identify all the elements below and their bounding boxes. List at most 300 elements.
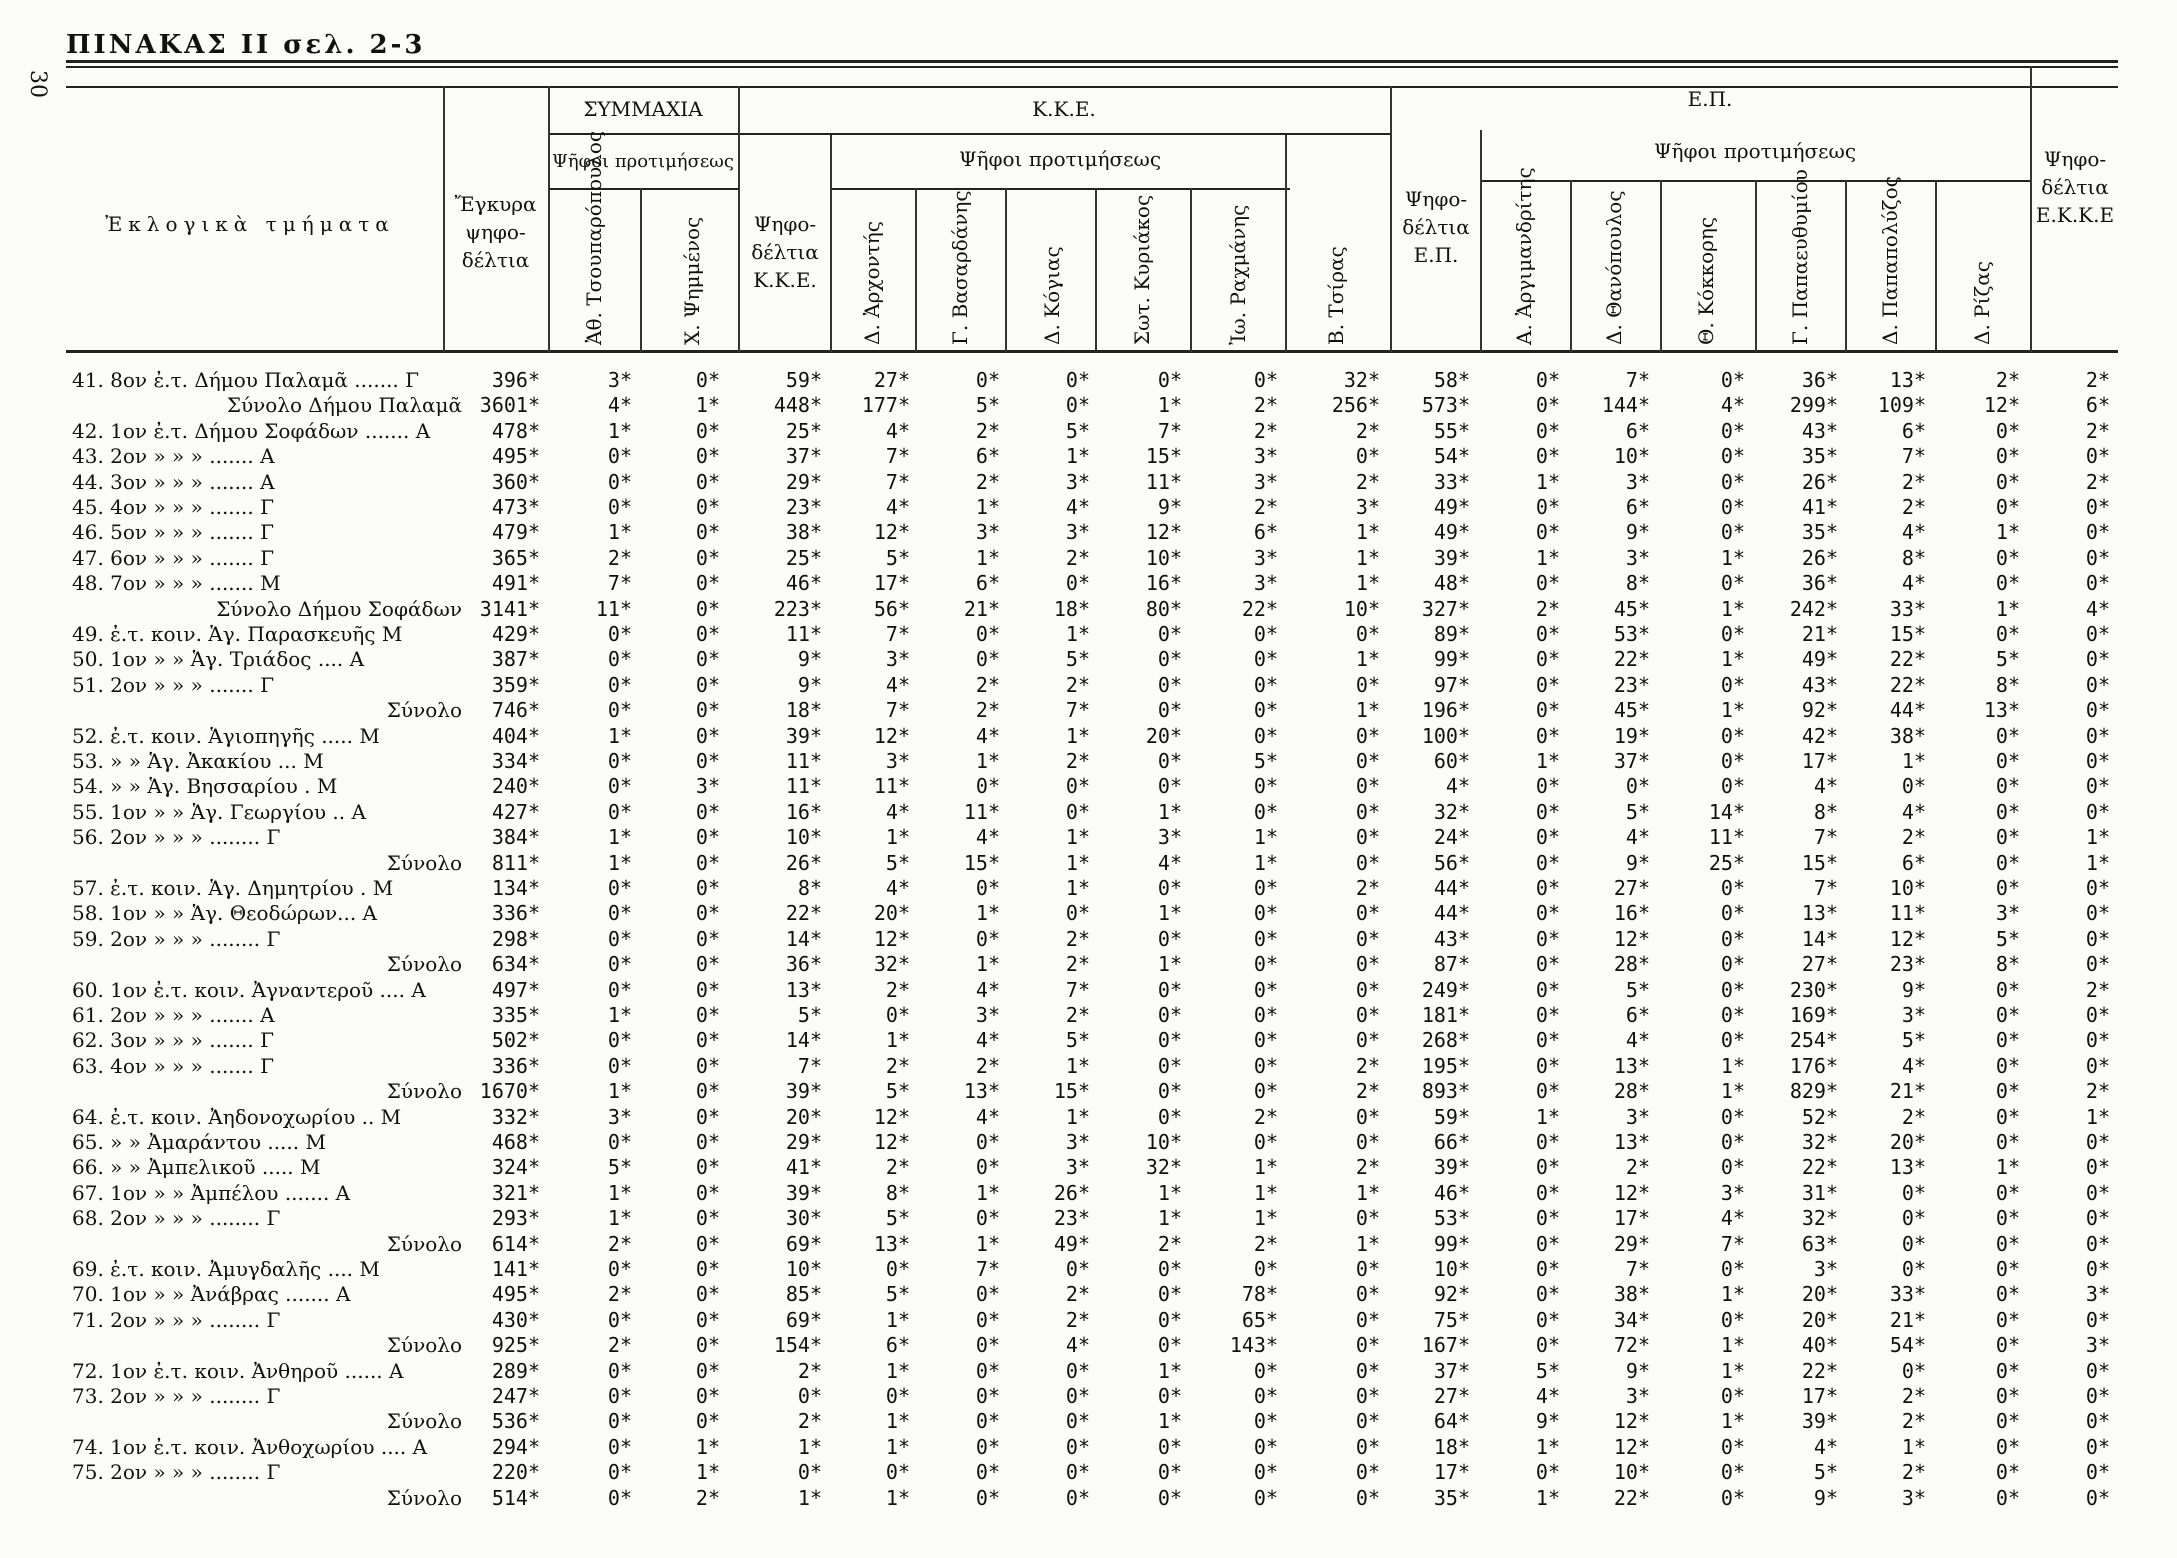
section-label: 75. 2ον » » » ........ Γ (72, 1460, 281, 1485)
table-cell: 2* (885, 1053, 910, 1078)
subtotal-label: Σύνολο Δήμου Παλαμᾶ (226, 393, 462, 418)
table-cell: 0* (695, 1003, 720, 1027)
table-cell: 0* (1535, 1053, 1560, 1078)
table-cell: 55* (1433, 418, 1470, 443)
table-cell: 1* (695, 1434, 720, 1459)
table-cell: 0* (975, 1434, 1000, 1459)
table-cell: 502* (491, 1028, 540, 1053)
table-cell: 0* (975, 1460, 1000, 1485)
table-cell: 12* (1145, 520, 1182, 545)
table-cell: 39* (785, 723, 822, 748)
table-cell: 6* (1625, 495, 1650, 519)
table-cell: 0* (607, 647, 632, 672)
table-cell: 4* (1813, 774, 1838, 799)
table-cell: 429* (491, 622, 540, 646)
table-cell: 0* (1355, 622, 1380, 646)
table-cell: 1* (1995, 596, 2020, 621)
table-cell: 35* (1433, 1485, 1470, 1510)
table-cell: 2* (1901, 469, 1926, 494)
table-cell: 32* (1433, 799, 1470, 824)
table-cell: 0* (1901, 1180, 1926, 1205)
table-cell: 28* (1613, 1079, 1650, 1104)
table-cell: 0* (1355, 672, 1380, 697)
table-cell: 2* (797, 1409, 822, 1434)
table-cell: 0* (695, 723, 720, 748)
col-divider (1660, 180, 1662, 352)
table-cell: 181* (1421, 1003, 1470, 1027)
table-cell: 38* (785, 520, 822, 545)
col-divider (443, 86, 445, 352)
candidate-header: Δ. Ἀρχοντής (860, 221, 884, 345)
section-label: 68. 2ον » » » ........ Γ (72, 1206, 281, 1231)
table-cell: 1* (1065, 876, 1090, 900)
table-cell: 384* (491, 825, 540, 850)
symmaxia-header: ΣΥΜΜΑΧΙΑ (583, 97, 703, 121)
table-cell: 17* (1801, 1384, 1838, 1408)
table-cell: 27* (1801, 952, 1838, 977)
table-cell: 0* (1535, 825, 1560, 850)
table-cell: 0* (1065, 1485, 1090, 1510)
table-cell: 1* (1720, 1282, 1745, 1307)
table-cell: 0* (1535, 977, 1560, 1002)
table-cell: 0* (1995, 1384, 2020, 1408)
table-cell: 2* (607, 1231, 632, 1256)
table-cell: 7* (1065, 977, 1090, 1002)
table-cell: 2* (975, 672, 1000, 697)
table-cell: 2* (2085, 469, 2110, 494)
table-cell: 396* (491, 368, 540, 392)
table-cell: 143* (1229, 1333, 1278, 1358)
table-cell: 7* (797, 1053, 822, 1078)
table-cell: 0* (1901, 1231, 1926, 1256)
table-cell: 0* (2085, 749, 2110, 773)
table-cell: 0* (1065, 571, 1090, 596)
table-cell: 6* (885, 1333, 910, 1358)
table-cell: 2* (885, 977, 910, 1002)
table-cell: 19* (1613, 723, 1650, 748)
section-label: 56. 2ον » » » ........ Γ (72, 825, 281, 850)
table-cell: 0* (1995, 723, 2020, 748)
table-cell: 0* (1355, 799, 1380, 824)
table-cell: 3* (607, 368, 632, 392)
table-cell: 3* (1625, 1384, 1650, 1408)
table-cell: 2* (1065, 1307, 1090, 1332)
table-cell: 1* (975, 495, 1000, 519)
table-cell: 0* (1065, 1460, 1090, 1485)
table-cell: 0* (607, 1130, 632, 1154)
table-cell: 16* (1613, 901, 1650, 926)
table-cell: 0* (2085, 1358, 2110, 1383)
table-cell: 0* (1625, 774, 1650, 799)
symmaxia-underline (548, 133, 738, 135)
table-cell: 22* (1889, 672, 1926, 697)
table-cell: 0* (1995, 1485, 2020, 1510)
table-cell: 11* (963, 799, 1000, 824)
table-cell: 49* (1801, 647, 1838, 672)
table-cell: 0* (695, 571, 720, 596)
table-cell: 3* (2085, 1333, 2110, 1358)
ekke-ballots-header: Ψηφο- δέλτια Ε.Κ.Κ.Ε (2035, 147, 2115, 227)
table-cell: 0* (695, 1028, 720, 1053)
table-cell: 29* (785, 469, 822, 494)
table-cell: 497* (491, 977, 540, 1002)
table-cell: 0* (1253, 977, 1278, 1002)
table-cell: 78* (1241, 1282, 1278, 1307)
table-cell: 1* (1157, 1180, 1182, 1205)
table-cell: 10* (1433, 1257, 1470, 1281)
table-cell: 1* (607, 850, 632, 875)
table-cell: 34* (1613, 1307, 1650, 1332)
table-cell: 0* (695, 698, 720, 723)
table-cell: 3* (1253, 571, 1278, 596)
col-divider (1005, 188, 1007, 352)
table-cell: 2* (975, 698, 1000, 723)
table-cell: 2* (1065, 952, 1090, 977)
table-cell: 7* (607, 571, 632, 596)
table-cell: 4* (1901, 571, 1926, 596)
table-cell: 0* (1253, 1028, 1278, 1053)
table-cell: 9* (1625, 850, 1650, 875)
ep-pref-header: Ψῆφοι προτιμήσεως (1653, 139, 1857, 163)
table-cell: 0* (1535, 444, 1560, 469)
table-cell: 22* (1801, 1155, 1838, 1180)
table-cell: 69* (785, 1231, 822, 1256)
table-cell: 0* (1355, 1282, 1380, 1307)
table-cell: 289* (491, 1358, 540, 1383)
table-cell: 0* (1995, 444, 2020, 469)
table-cell: 12* (1613, 1434, 1650, 1459)
table-cell: 1* (1720, 647, 1745, 672)
table-cell: 0* (607, 1384, 632, 1408)
table-cell: 1* (607, 1180, 632, 1205)
table-cell: 11* (1889, 901, 1926, 926)
table-cell: 2* (2085, 368, 2110, 392)
table-cell: 0* (1535, 672, 1560, 697)
table-cell: 1* (1355, 520, 1380, 545)
table-cell: 1* (797, 1485, 822, 1510)
table-cell: 0* (1720, 1130, 1745, 1154)
table-cell: 39* (785, 1079, 822, 1104)
table-cell: 0* (695, 850, 720, 875)
table-cell: 13* (1613, 1053, 1650, 1078)
table-cell: 1670* (479, 1079, 540, 1104)
table-cell: 2* (1355, 469, 1380, 494)
table-cell: 56* (1433, 850, 1470, 875)
table-cell: 5* (1253, 749, 1278, 773)
table-cell: 0* (2085, 698, 2110, 723)
table-cell: 1* (607, 723, 632, 748)
subtotal-label: Σύνολο (386, 698, 462, 723)
table-cell: 4* (1720, 1206, 1745, 1231)
table-cell: 18* (1433, 1434, 1470, 1459)
table-cell: 1* (975, 901, 1000, 926)
table-cell: 0* (1995, 749, 2020, 773)
table-cell: 11* (1145, 469, 1182, 494)
table-cell: 4* (885, 495, 910, 519)
table-cell: 10* (1889, 876, 1926, 900)
table-cell: 0* (1355, 774, 1380, 799)
table-cell: 13* (873, 1231, 910, 1256)
table-cell: 0* (695, 1130, 720, 1154)
candidate-header: Δ. Ρίζας (1970, 260, 1994, 345)
table-cell: 1* (1720, 596, 1745, 621)
table-cell: 249* (1421, 977, 1470, 1002)
table-cell: 4* (1625, 825, 1650, 850)
table-cell: 1* (1995, 520, 2020, 545)
kke-header: Κ.Κ.Ε. (1032, 97, 1096, 121)
table-cell: 14* (1801, 926, 1838, 951)
table-cell: 3* (975, 520, 1000, 545)
table-cell: 0* (1720, 520, 1745, 545)
table-cell: 13* (963, 1079, 1000, 1104)
table-cell: 0* (695, 977, 720, 1002)
table-cell: 0* (607, 469, 632, 494)
table-cell: 10* (785, 825, 822, 850)
table-cell: 298* (491, 926, 540, 951)
table-cell: 468* (491, 1130, 540, 1154)
table-cell: 92* (1433, 1282, 1470, 1307)
table-cell: 0* (1253, 1409, 1278, 1434)
table-cell: 3* (1065, 1130, 1090, 1154)
table-cell: 17* (1433, 1460, 1470, 1485)
table-cell: 7* (885, 469, 910, 494)
table-cell: 2* (975, 1053, 1000, 1078)
table-cell: 2* (1065, 1282, 1090, 1307)
table-cell: 43* (1801, 418, 1838, 443)
table-cell: 0* (1535, 926, 1560, 951)
table-cell: 0* (797, 1384, 822, 1408)
table-cell: 0* (1355, 1358, 1380, 1383)
table-cell: 1* (1535, 469, 1560, 494)
table-cell: 15* (963, 850, 1000, 875)
table-cell: 0* (695, 647, 720, 672)
table-cell: 634* (491, 952, 540, 977)
table-cell: 4* (1901, 520, 1926, 545)
table-cell: 5* (885, 1282, 910, 1307)
table-cell: 65* (1241, 1307, 1278, 1332)
table-cell: 359* (491, 672, 540, 697)
table-cell: 12* (873, 1130, 910, 1154)
table-cell: 0* (1720, 571, 1745, 596)
table-cell: 0* (1720, 876, 1745, 900)
table-cell: 0* (1535, 901, 1560, 926)
table-cell: 495* (491, 444, 540, 469)
table-cell: 1* (1355, 571, 1380, 596)
table-cell: 327* (1421, 596, 1470, 621)
table-cell: 100* (1421, 723, 1470, 748)
table-cell: 9* (1535, 1409, 1560, 1434)
table-cell: 0* (1720, 1485, 1745, 1510)
table-cell: 0* (1995, 545, 2020, 570)
table-cell: 7* (1157, 418, 1182, 443)
table-cell: 31* (1801, 1180, 1838, 1205)
table-cell: 2* (1065, 926, 1090, 951)
table-cell: 0* (607, 1460, 632, 1485)
table-cell: 0* (1995, 1358, 2020, 1383)
table-cell: 0* (1720, 495, 1745, 519)
table-cell: 242* (1789, 596, 1838, 621)
table-cell: 9* (797, 672, 822, 697)
table-cell: 0* (1995, 495, 2020, 519)
table-cell: 1* (1720, 698, 1745, 723)
table-cell: 5* (885, 1206, 910, 1231)
section-label: 61. 2ον » » » ....... Α (72, 1003, 275, 1027)
table-cell: 109* (1877, 393, 1926, 418)
table-cell: 4* (885, 672, 910, 697)
table-cell: 0* (1253, 723, 1278, 748)
table-cell: 0* (1535, 368, 1560, 392)
table-cell: 21* (1801, 622, 1838, 646)
table-cell: 2* (1253, 1231, 1278, 1256)
table-cell: 0* (1535, 571, 1560, 596)
table-cell: 0* (1535, 1180, 1560, 1205)
table-cell: 0* (1720, 749, 1745, 773)
table-cell: 8* (1901, 545, 1926, 570)
table-cell: 30* (785, 1206, 822, 1231)
table-cell: 2* (1065, 545, 1090, 570)
section-label: 51. 2ον » » » ....... Γ (72, 672, 274, 697)
table-cell: 16* (785, 799, 822, 824)
table-cell: 0* (975, 1307, 1000, 1332)
table-cell: 1* (975, 1231, 1000, 1256)
table-cell: 0* (2085, 1384, 2110, 1408)
table-cell: 3* (607, 1104, 632, 1129)
table-cell: 0* (1720, 1104, 1745, 1129)
table-cell: 324* (491, 1155, 540, 1180)
table-cell: 25* (785, 545, 822, 570)
table-cell: 0* (1157, 622, 1182, 646)
table-cell: 21* (1889, 1307, 1926, 1332)
ep-ballots-header: Ψηφο- δέλτια Ε.Π. (1402, 187, 1470, 267)
table-cell: 1* (1535, 1434, 1560, 1459)
table-cell: 1* (1065, 1104, 1090, 1129)
table-cell: 0* (1355, 901, 1380, 926)
table-cell: 48* (1433, 571, 1470, 596)
table-cell: 40* (1801, 1333, 1838, 1358)
table-cell: 22* (1613, 1485, 1650, 1510)
col-divider (1570, 180, 1572, 352)
table-cell: 1* (1157, 952, 1182, 977)
table-cell: 8* (1995, 952, 2020, 977)
table-cell: 0* (2085, 723, 2110, 748)
table-cell: 5* (1995, 647, 2020, 672)
table-cell: 37* (1613, 749, 1650, 773)
table-cell: 0* (975, 368, 1000, 392)
table-cell: 0* (1253, 901, 1278, 926)
table-cell: 4* (1901, 799, 1926, 824)
table-cell: 2* (1625, 1155, 1650, 1180)
table-cell: 0* (2085, 1485, 2110, 1510)
table-cell: 27* (1613, 876, 1650, 900)
table-cell: 0* (1720, 469, 1745, 494)
table-cell: 811* (491, 850, 540, 875)
table-cell: 1* (1253, 1206, 1278, 1231)
table-cell: 4* (885, 876, 910, 900)
kke-pref-header: Ψῆφοι προτιμήσεως (958, 147, 1162, 171)
table-cell: 0* (1720, 1307, 1745, 1332)
table-cell: 0* (695, 672, 720, 697)
table-cell: 0* (2085, 1257, 2110, 1281)
table-cell: 0* (1995, 418, 2020, 443)
table-cell: 0* (1720, 901, 1745, 926)
table-cell: 33* (1889, 596, 1926, 621)
table-cell: 5* (797, 1003, 822, 1027)
table-cell: 0* (695, 444, 720, 469)
table-cell: 4* (975, 1028, 1000, 1053)
table-cell: 0* (1995, 1333, 2020, 1358)
table-cell: 573* (1421, 393, 1470, 418)
section-label: 47. 6ον » » » ....... Γ (72, 545, 274, 570)
table-cell: 0* (607, 1028, 632, 1053)
table-cell: 2* (1253, 1104, 1278, 1129)
table-cell: 0* (607, 876, 632, 900)
table-cell: 2* (1901, 1104, 1926, 1129)
table-cell: 0* (1355, 926, 1380, 951)
table-cell: 0* (1065, 799, 1090, 824)
section-label: 41. 8ον ἐ.τ. Δήμου Παλαμᾶ ....... Γ (72, 368, 420, 392)
table-cell: 0* (2085, 444, 2110, 469)
table-cell: 0* (1995, 1053, 2020, 1078)
table-cell: 0* (695, 1307, 720, 1332)
table-cell: 514* (491, 1485, 540, 1510)
table-cell: 58* (1433, 368, 1470, 392)
table-cell: 5* (1625, 799, 1650, 824)
table-cell: 1* (2085, 850, 2110, 875)
table-cell: 141* (491, 1257, 540, 1281)
table-cell: 23* (1613, 672, 1650, 697)
col-divider (1755, 180, 1757, 352)
table-cell: 14* (785, 1028, 822, 1053)
table-cell: 0* (1995, 799, 2020, 824)
table-cell: 9* (1901, 977, 1926, 1002)
table-cell: 220* (491, 1460, 540, 1485)
table-cell: 0* (1535, 1307, 1560, 1332)
table-cell: 0* (1253, 774, 1278, 799)
table-cell: 44* (1433, 901, 1470, 926)
table-cell: 0* (1157, 1333, 1182, 1358)
table-cell: 0* (695, 520, 720, 545)
table-cell: 6* (1901, 418, 1926, 443)
col-divider (1190, 188, 1192, 352)
table-cell: 5* (1901, 1028, 1926, 1053)
table-cell: 54* (1433, 444, 1470, 469)
table-cell: 0* (1720, 1257, 1745, 1281)
table-cell: 0* (1535, 850, 1560, 875)
table-cell: 5* (885, 850, 910, 875)
table-cell: 4* (1901, 1053, 1926, 1078)
table-cell: 10* (785, 1257, 822, 1281)
table-cell: 2* (1901, 1460, 1926, 1485)
top-rule-2 (66, 66, 2118, 68)
table-cell: 0* (695, 1104, 720, 1129)
table-cell: 0* (1355, 1003, 1380, 1027)
table-cell: 1* (1355, 545, 1380, 570)
table-cell: 1* (695, 1460, 720, 1485)
section-label: 48. 7ον » » » ....... Μ (72, 571, 281, 596)
table-cell: 0* (1253, 1384, 1278, 1408)
table-cell: 46* (785, 571, 822, 596)
table-cell: 2* (1253, 495, 1278, 519)
table-cell: 1* (607, 520, 632, 545)
table-cell: 4* (885, 418, 910, 443)
table-cell: 0* (1995, 469, 2020, 494)
table-cell: 0* (607, 1409, 632, 1434)
section-label: 46. 5ον » » » ....... Γ (72, 520, 274, 545)
table-cell: 27* (873, 368, 910, 392)
section-label: 50. 1ον » » Ἁγ. Τριάδος .... Α (72, 647, 365, 672)
table-cell: 0* (1355, 850, 1380, 875)
table-cell: 0* (2085, 1180, 2110, 1205)
